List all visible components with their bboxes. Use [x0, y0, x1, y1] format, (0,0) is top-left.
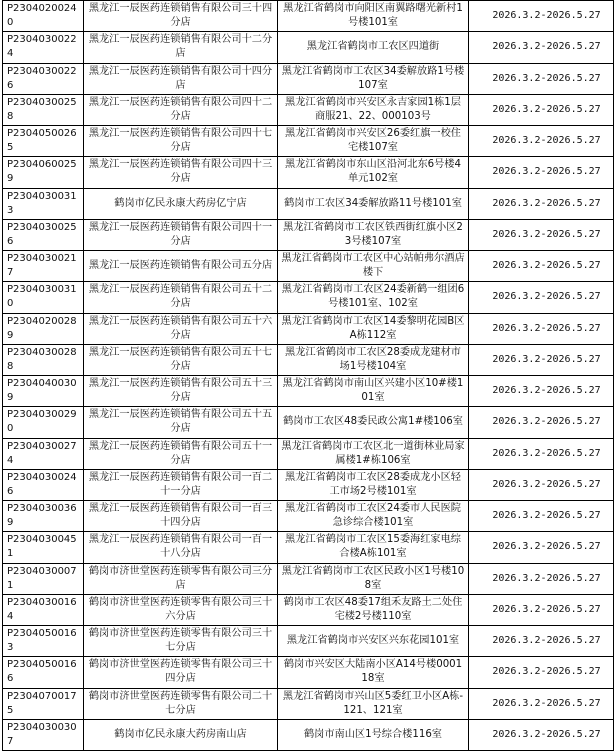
store-name-cell: 黑龙江一辰医药连锁销售有限公司五十二分店 [84, 282, 278, 313]
store-address-cell: 鹤岗市工农区48委民政公寓1#楼106室 [278, 407, 469, 438]
table-row [3, 407, 614, 438]
validity-period-cell: 2026.3.2-2026.5.27 [469, 251, 614, 282]
store-address-cell: 黑龙江省鹤岗市工农区24委市人民医院急诊综合楼101室 [278, 501, 469, 532]
store-code-cell: P23040300288 [3, 344, 84, 375]
store-address-cell: 鹤岗市南山区1号综合楼116室 [278, 719, 469, 750]
validity-period-cell: 2026.3.2-2026.5.27 [469, 32, 614, 63]
store-code-cell: P23040400309 [3, 376, 84, 407]
store-address-cell: 黑龙江省鹤岗市工农区中心站帕弗尔酒店楼下 [278, 251, 469, 282]
table-row [3, 376, 614, 407]
store-name-cell: 鹤岗市济世堂医药连锁零售有限公司二十七分店 [84, 688, 278, 719]
store-address-cell: 黑龙江省鹤岗市工农区24委新鹤一组团6号楼101室、102室 [278, 282, 469, 313]
store-code-cell: P23040300274 [3, 438, 84, 469]
store-address-cell: 鹤岗市工农区48委17组禾友路土二处住宅楼2号楼110室 [278, 594, 469, 625]
validity-period-cell: 2026.3.2-2026.5.27 [469, 501, 614, 532]
validity-period-cell: 2026.3.2-2026.5.27 [469, 282, 614, 313]
store-code-cell: P23040200289 [3, 313, 84, 344]
table-row [3, 438, 614, 469]
table-row [3, 469, 614, 500]
table-row [3, 563, 614, 594]
table-row [3, 657, 614, 688]
store-address-cell: 鹤岗市兴安区大陆南小区A14号楼000118室 [278, 657, 469, 688]
store-code-cell: P23040500265 [3, 126, 84, 157]
store-name-cell: 黑龙江一辰医药连锁销售有限公司四十一分店 [84, 219, 278, 250]
store-address-cell: 黑龙江省鹤岗市工农区28委成龙小区轻工市场2号楼101室 [278, 469, 469, 500]
store-name-cell: 黑龙江一辰医药连锁销售有限公司三十四分店 [84, 1, 278, 32]
table-row [3, 157, 614, 188]
store-code-cell: P23040200240 [3, 1, 84, 32]
store-name-cell: 黑龙江一辰医药连锁销售有限公司一百一十八分店 [84, 532, 278, 563]
pharmacy-table [2, 0, 614, 751]
store-name-cell: 鹤岗市济世堂医药连锁零售有限公司三十四分店 [84, 657, 278, 688]
store-address-cell: 黑龙江省鹤岗市工农区北一道街林业局家属楼1#栋106室 [278, 438, 469, 469]
store-name-cell: 黑龙江一辰医药连锁销售有限公司四十三分店 [84, 157, 278, 188]
table-row [3, 251, 614, 282]
store-address-cell: 黑龙江省鹤岗市兴安区永吉家园1栋1层商服21、22、000103号 [278, 94, 469, 125]
validity-period-cell: 2026.3.2-2026.5.27 [469, 313, 614, 344]
table-row [3, 126, 614, 157]
table-row [3, 626, 614, 657]
validity-period-cell: 2026.3.2-2026.5.27 [469, 126, 614, 157]
validity-period-cell: 2026.3.2-2026.5.27 [469, 594, 614, 625]
table-row [3, 313, 614, 344]
store-address-cell: 黑龙江省鹤岗市工农区28委成龙建材市场1号楼104室 [278, 344, 469, 375]
table-body [3, 1, 614, 751]
table-row [3, 594, 614, 625]
table-row [3, 688, 614, 719]
validity-period-cell: 2026.3.2-2026.5.27 [469, 657, 614, 688]
store-name-cell: 黑龙江一辰医药连锁销售有限公司五十一分店 [84, 438, 278, 469]
store-address-cell: 黑龙江省鹤岗市工农区四道街 [278, 32, 469, 63]
validity-period-cell: 2026.3.2-2026.5.27 [469, 63, 614, 94]
store-address-cell: 鹤岗市工农区34委解放路11号楼101室 [278, 188, 469, 219]
store-name-cell: 黑龙江一辰医药连锁销售有限公司四十二分店 [84, 94, 278, 125]
store-name-cell: 黑龙江一辰医药连锁销售有限公司一百三十四分店 [84, 501, 278, 532]
store-name-cell: 黑龙江一辰医药连锁销售有限公司五十三分店 [84, 376, 278, 407]
table-row [3, 188, 614, 219]
store-address-cell: 黑龙江省鹤岗市兴安区兴东花园101室 [278, 626, 469, 657]
store-address-cell: 黑龙江省鹤岗市南山区兴建小区10#楼101室 [278, 376, 469, 407]
store-name-cell: 黑龙江一辰医药连锁销售有限公司四十七分店 [84, 126, 278, 157]
store-code-cell: P23040300224 [3, 32, 84, 63]
store-name-cell: 黑龙江一辰医药连锁销售有限公司五分店 [84, 251, 278, 282]
store-address-cell: 黑龙江省鹤岗市工农区铁西街红旗小区23号楼107室 [278, 219, 469, 250]
store-code-cell: P23040300256 [3, 219, 84, 250]
table-row [3, 344, 614, 375]
validity-period-cell: 2026.3.2-2026.5.27 [469, 219, 614, 250]
store-code-cell: P23040300313 [3, 188, 84, 219]
store-code-cell: P23040300226 [3, 63, 84, 94]
store-name-cell: 黑龙江一辰医药连锁销售有限公司一百二十一分店 [84, 469, 278, 500]
store-name-cell: 黑龙江一辰医药连锁销售有限公司五十六分店 [84, 313, 278, 344]
store-name-cell: 鹤岗市亿民永康大药房南山店 [84, 719, 278, 750]
store-code-cell: P23040300310 [3, 282, 84, 313]
validity-period-cell: 2026.3.2-2026.5.27 [469, 157, 614, 188]
table-row [3, 1, 614, 32]
store-code-cell: P23040700175 [3, 688, 84, 719]
table-row [3, 532, 614, 563]
store-code-cell: P23040300071 [3, 563, 84, 594]
table-row [3, 719, 614, 750]
store-address-cell: 黑龙江省鹤岗市东山区沿河北东6号楼4单元102室 [278, 157, 469, 188]
store-name-cell: 鹤岗市亿民永康大药房亿宁店 [84, 188, 278, 219]
store-address-cell: 黑龙江省鹤岗市工农区14委黎明花园B区A栋112室 [278, 313, 469, 344]
store-address-cell: 黑龙江省鹤岗市兴安区26委红旗一校住宅楼107室 [278, 126, 469, 157]
store-address-cell: 黑龙江省鹤岗市向阳区南翼路曙光新村1号楼101室 [278, 1, 469, 32]
store-name-cell: 鹤岗市济世堂医药连锁零售有限公司三十六分店 [84, 594, 278, 625]
store-code-cell: P23040300164 [3, 594, 84, 625]
validity-period-cell: 2026.3.2-2026.5.27 [469, 438, 614, 469]
validity-period-cell: 2026.3.2-2026.5.27 [469, 626, 614, 657]
store-code-cell: P23040300258 [3, 94, 84, 125]
validity-period-cell: 2026.3.2-2026.5.27 [469, 344, 614, 375]
store-code-cell: P23040500166 [3, 657, 84, 688]
table-row [3, 63, 614, 94]
store-code-cell: P23040300451 [3, 532, 84, 563]
validity-period-cell: 2026.3.2-2026.5.27 [469, 563, 614, 594]
validity-period-cell: 2026.3.2-2026.5.27 [469, 94, 614, 125]
store-code-cell: P23040600259 [3, 157, 84, 188]
table-row [3, 219, 614, 250]
store-code-cell: P23040500163 [3, 626, 84, 657]
store-address-cell: 黑龙江省鹤岗市工农区15委海红家电综合楼A栋101室 [278, 532, 469, 563]
validity-period-cell: 2026.3.2-2026.5.27 [469, 407, 614, 438]
store-code-cell: P23040300369 [3, 501, 84, 532]
store-code-cell: P23040300246 [3, 469, 84, 500]
store-code-cell: P23040300307 [3, 719, 84, 750]
validity-period-cell: 2026.3.2-2026.5.27 [469, 469, 614, 500]
validity-period-cell: 2026.3.2-2026.5.27 [469, 719, 614, 750]
validity-period-cell: 2026.3.2-2026.5.27 [469, 1, 614, 32]
store-code-cell: P23040300217 [3, 251, 84, 282]
store-name-cell: 黑龙江一辰医药连锁销售有限公司五十七分店 [84, 344, 278, 375]
store-address-cell: 黑龙江省鹤岗市兴山区5委红卫小区A栋-121、121室 [278, 688, 469, 719]
store-name-cell: 鹤岗市济世堂医药连锁零售有限公司三十七分店 [84, 626, 278, 657]
store-name-cell: 黑龙江一辰医药连锁销售有限公司五十五分店 [84, 407, 278, 438]
table-row [3, 32, 614, 63]
validity-period-cell: 2026.3.2-2026.5.27 [469, 376, 614, 407]
store-name-cell: 鹤岗市济世堂医药连锁零售有限公司三分店 [84, 563, 278, 594]
table-row [3, 282, 614, 313]
store-name-cell: 黑龙江一辰医药连锁销售有限公司十二分店 [84, 32, 278, 63]
store-name-cell: 黑龙江一辰医药连锁销售有限公司十四分店 [84, 63, 278, 94]
validity-period-cell: 2026.3.2-2026.5.27 [469, 188, 614, 219]
table-row [3, 94, 614, 125]
store-address-cell: 黑龙江省鹤岗市工农区民政小区1号楼108室 [278, 563, 469, 594]
validity-period-cell: 2026.3.2-2026.5.27 [469, 532, 614, 563]
store-code-cell: P23040300290 [3, 407, 84, 438]
validity-period-cell: 2026.3.2-2026.5.27 [469, 688, 614, 719]
table-row [3, 501, 614, 532]
store-address-cell: 黑龙江省鹤岗市工农区34委解放路1号楼107室 [278, 63, 469, 94]
